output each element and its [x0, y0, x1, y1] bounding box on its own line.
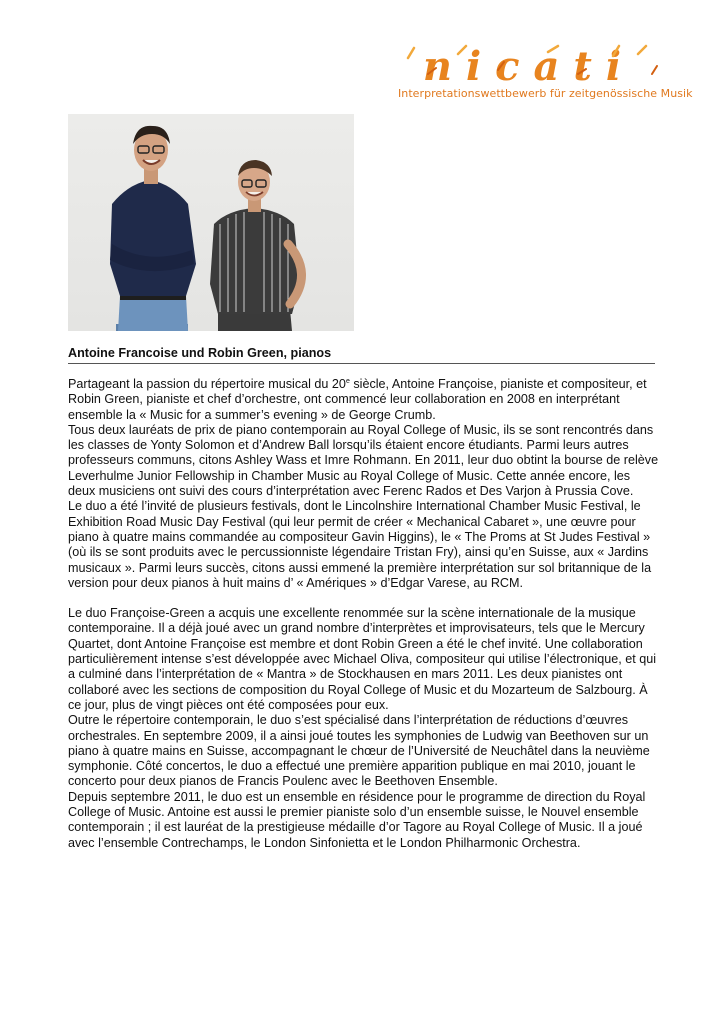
- duo-photo: [68, 114, 354, 331]
- paragraph: Outre le répertoire contemporain, le duo s’est spécialisé dans l’interprétation de réductions d’œuvres orchestrales. En septembre 2009, il a ainsi joué toutes les symphonies de Ludwig van Beethoven sur un piano à quatre mains en Suisse, accompagnant le chœur de l’Université de Neuchâtel dans la neuvième symphonie. Côté concertos, le duo a effectué une première apparition publique en mai 2010, jouant le concerto pour deux pianos de Francis Poulenc avec le Beethoven Ensemble.: [68, 713, 650, 789]
- page-title: Antoine Francoise und Robin Green, pianos: [68, 346, 655, 364]
- logo-wordmark-text: nicati: [422, 44, 636, 84]
- paragraph: Tous deux lauréats de prix de piano contemporain au Royal College of Music, ils se sont rencontrés dans les classes de Yonty Solomon et d’Andrew Ball lorsqu’ils étaient encore étudiants. Parmi leurs autres professeurs communs, citons Ashley Wass et Imre Rohmann. En 2011, leur duo obtint la bourse de relève Leverhulme Junior Fellowship in Chamber Music au Royal College of Music. Cette année encore, les deux musiciens ont suivi des cours d’interprétation avec Ferenc Rados et Des Varjon à Prussia Cove.: [68, 422, 659, 499]
- nicati-wordmark: [398, 44, 660, 84]
- paragraph: Depuis septembre 2011, le duo est un ensemble en résidence pour le programme de direction du Royal College of Music. Antoine est aussi le premier pianiste solo d’un ensemble suisse, le Nouvel ensemble contemporain ; il est lauréat de la prestigieuse médaille d’or Tagore au Royal College of Music. Il a joué avec l’ensemble Contrechamps, le London Sinfonietta et le London Philharmonic Orchestra.: [68, 789, 646, 850]
- logo-subtitle: Interpretationswettbewerb für zeitgenössische Musik: [398, 87, 693, 100]
- paragraph: Le duo a été l’invité de plusieurs festivals, dont le Lincolnshire International Chamber Music Festival, le Exhibition Road Music Day Festival (qui leur permit de créer « Mechanical Cabaret », une œuvre pour piano à quatre mains commandée au compositeur Gavin Higgins), le « The Proms at St Judes Festival » (où ils se sont produits avec le percussionniste légendaire Tristan Fry), ainsi qu’en Suisse, aux « Jardins musicaux ». Parmi leurs succès, citons aussi emmené la première interprétation sur sol britannique de la version pour deux pianos à huit mains d’ « Amériques » d’Edgar Varese, au RCM.: [68, 499, 652, 590]
- paragraph: Partageant la passion du répertoire musical du 20e siècle, Antoine Françoise, pianiste et compositeur, et Robin Green, pianiste et chef d’orchestre, ont commencé leur collaboration en 2008 en interprétant ensemble la « Music for a summer’s evening » de George Crumb.: [68, 377, 647, 422]
- paragraph: Le duo Françoise-Green a acquis une excellente renommée sur la scène internationale de la musique contemporaine. Il a déjà joué avec un grand nombre d’interprètes et improvisateurs, tels que le Mercury Quartet, dont Antoine Françoise est membre et dont Robin Green a été le chef invité. Une collaboration particulièrement intense s’est développée avec Michael Oliva, compositeur qui utilise l’électronique, et qui a culminé dans l’interprétation de « Mantra » de Stockhausen en mars 2011. Les deux pianistes ont collaboré avec les sections de composition du Royal College of Music et du Mozarteum de Salzbourg. À ce jour, plus de vingt pièces ont été composées pour eux.: [68, 606, 657, 712]
- biography-text: [68, 377, 660, 851]
- nicati-logo: [398, 44, 693, 100]
